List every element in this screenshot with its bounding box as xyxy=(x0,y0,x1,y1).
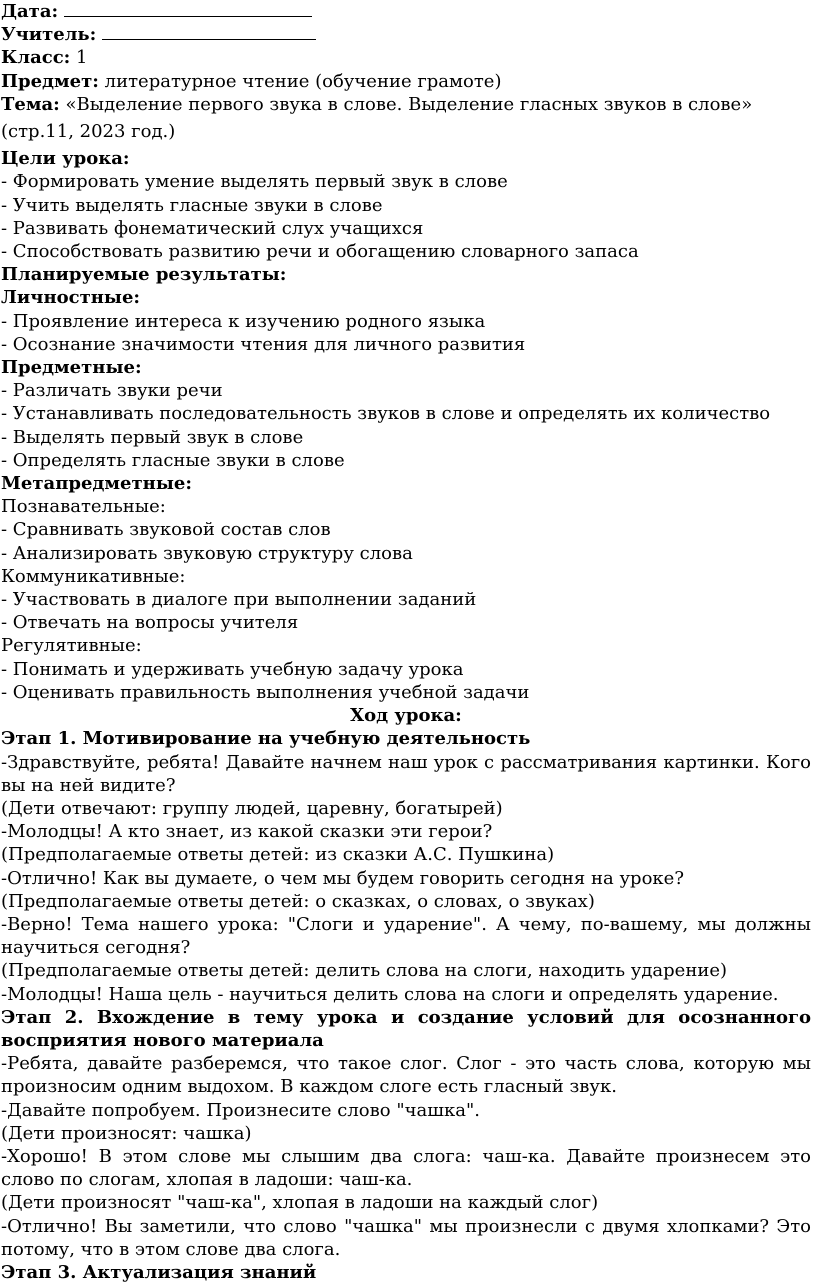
stage2-paragraph: (Дети произносят "чаш-ка", хлопая в ладоши на каждый слог) xyxy=(1,1192,599,1214)
stage1-paragraph: -Отлично! Как вы думаете, о чем мы будем говорить сегодня на уроке? xyxy=(1,867,684,889)
subject-result-item: - Различать звуки речи xyxy=(1,380,223,402)
stage2-title: Этап 2. Вхождение в тему урока и создание условий для осознанного восприятия нового материала xyxy=(1,1006,811,1051)
stage1-paragraph: (Предполагаемые ответы детей: из сказки А.С. Пушкина) xyxy=(1,844,555,866)
goals-title: Цели урока: xyxy=(1,148,130,170)
regulatory-item: - Оценивать правильность выполнения учебной задачи xyxy=(1,681,530,703)
stage1-paragraph: -Молодцы! А кто знает, из какой сказки эти герои? xyxy=(1,821,493,843)
date-blank-field xyxy=(64,0,312,17)
personal-results-title: Личностные: xyxy=(1,287,141,309)
cognitive-item: - Сравнивать звуковой состав слов xyxy=(1,519,331,541)
teacher-label: Учитель: xyxy=(1,24,97,46)
class-value: 1 xyxy=(76,47,88,69)
stage1-title: Этап 1. Мотивирование на учебную деятельность xyxy=(1,728,531,750)
personal-result-item: - Проявление интереса к изучению родного языка xyxy=(1,310,486,332)
subject-result-item: - Определять гласные звуки в слове xyxy=(1,449,345,471)
communicative-item: - Участвовать в диалоге при выполнении заданий xyxy=(1,589,477,611)
class-row xyxy=(1,46,811,69)
results-title: Планируемые результаты: xyxy=(1,264,287,286)
communicative-item: - Отвечать на вопросы учителя xyxy=(1,612,299,634)
teacher-row xyxy=(1,23,811,46)
goal-item: - Формировать умение выделять первый звук в слове xyxy=(1,171,508,193)
goal-item: - Развивать фонематический слух учащихся xyxy=(1,217,424,239)
meta-results-title: Метапредметные: xyxy=(1,473,192,495)
regulatory-item: - Понимать и удерживать учебную задачу урока xyxy=(1,658,464,680)
stage1-paragraph: (Предполагаемые ответы детей: о сказках, о словах, о звуках) xyxy=(1,890,595,912)
subject-results-title: Предметные: xyxy=(1,357,142,379)
stage2-paragraph: -Давайте попробуем. Произнесите слово "чашка". xyxy=(1,1099,480,1121)
personal-result-item: - Осознание значимости чтения для личного развития xyxy=(1,333,526,355)
stage2-paragraph: -Отлично! Вы заметили, что слово "чашка" мы произнесли с двумя хлопками? Это потому, что в этом слове два слога. xyxy=(1,1215,811,1260)
subject-result-item: - Устанавливать последовательность звуков в слове и определять их количество xyxy=(1,403,771,425)
date-row xyxy=(1,0,811,23)
date-label: Дата: xyxy=(1,1,59,22)
topic-value: «Выделение первого звука в слове. Выделение гласных звуков в слове» xyxy=(65,93,753,115)
topic-label: Тема: xyxy=(1,93,60,115)
subject-label: Предмет: xyxy=(1,70,99,92)
stage1-paragraph: (Предполагаемые ответы детей: делить слова на слоги, находить ударение) xyxy=(1,960,727,982)
stage1-paragraph: -Молодцы! Наша цель - научиться делить слова на слоги и определять ударение. xyxy=(1,983,779,1005)
stage1-paragraph: -Верно! Тема нашего урока: "Слоги и ударение". А чему, по-вашему, мы должны научиться сегодня? xyxy=(1,913,811,959)
regulatory-title: Регулятивные: xyxy=(1,635,142,657)
cognitive-item: - Анализировать звуковую структуру слова xyxy=(1,542,413,564)
cognitive-title: Познавательные: xyxy=(1,496,166,518)
stage2-paragraph: -Хорошо! В этом слове мы слышим два слога: чаш-ка. Давайте произнесем это слово по слогам, хлопая в ладоши: чаш-ка. xyxy=(1,1145,811,1191)
subject-row xyxy=(1,70,811,93)
stage2-paragraph: (Дети произносят: чашка) xyxy=(1,1122,252,1144)
stage1-paragraph: -Здравствуйте, ребята! Давайте начнем наш урок с рассматривания картинки. Кого вы на ней видите? xyxy=(1,751,811,796)
topic-row xyxy=(1,93,811,116)
topic-source: (стр.11, 2023 год.) xyxy=(1,121,176,143)
stage1-paragraph: (Дети отвечают: группу людей, царевну, богатырей) xyxy=(1,797,503,819)
lesson-title: Ход урока: xyxy=(350,705,462,727)
stage3-title: Этап 3. Актуализация знаний xyxy=(1,1261,317,1283)
teacher-blank-field xyxy=(102,23,316,40)
subject-result-item: - Выделять первый звук в слове xyxy=(1,426,304,448)
stage2-paragraph: -Ребята, давайте разберемся, что такое слог. Слог - это часть слова, которую мы произносим одним выдохом. В каждом слоге есть гласный звук. xyxy=(1,1053,811,1098)
goal-item: - Учить выделять гласные звуки в слове xyxy=(1,194,383,216)
subject-value: литературное чтение (обучение грамоте) xyxy=(104,70,502,92)
class-label: Класс: xyxy=(1,47,71,69)
communicative-title: Коммуникативные: xyxy=(1,565,186,587)
goal-item: - Способствовать развитию речи и обогащению словарного запаса xyxy=(1,241,639,263)
